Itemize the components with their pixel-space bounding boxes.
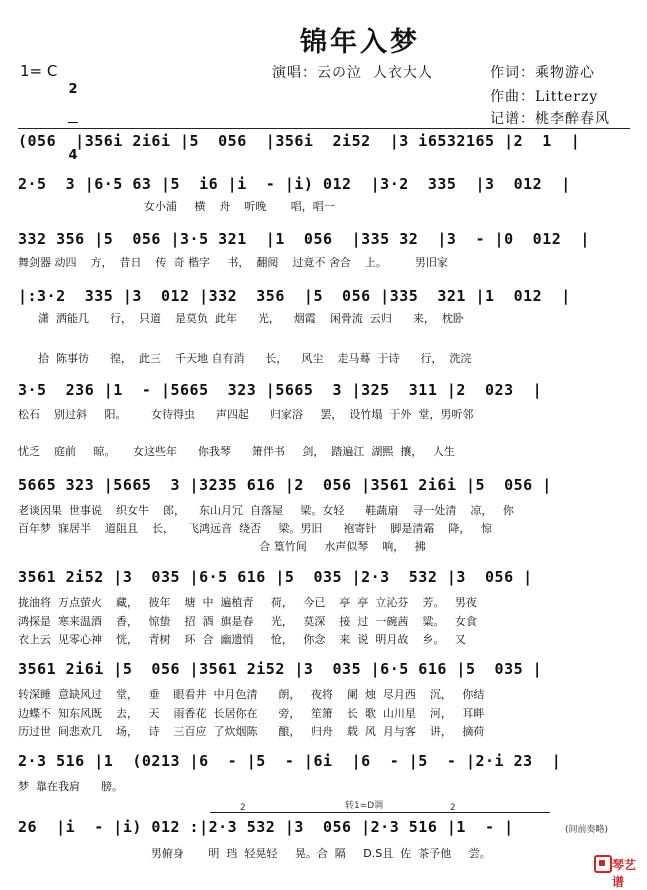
brand-logo-icon bbox=[594, 855, 612, 873]
score-line-5-lyrics-verse-1: 松石 别过斜 阳。 女待得虫 声四起 归家浴 罢， 设竹塌 于外 堂，男听邻 bbox=[18, 408, 474, 421]
score-line-3-lyrics: 舞剑器 动四 方， 昔日 传 奇 楷字 书， 翻阅 过竟不 舍合 上。 男旧家 bbox=[18, 256, 448, 269]
score-line-8-lyrics-verse-1: 转深睡 意缺风过 堂， 垂 眼看井 中月色清 朗， 夜将 阑 烛 尽月西 沉， 你结 bbox=[18, 688, 485, 701]
score-line-2-notes: 2·5 3 |6·5 63 |5 i6 |i - |i) 012 |3·2 335 |3 012 | bbox=[18, 175, 571, 193]
lyricist: 作词：乘物游心 bbox=[490, 65, 595, 81]
interlude-omitted-note: (间前奏略) bbox=[565, 825, 609, 835]
score-line-2-lyrics: 女小浦 横 舟 听晚 唱，唱一 bbox=[18, 200, 335, 213]
score-line-9-notes: 2·3 516 |1 (0213 |6 - |5 - |6i |6 - |5 - |2·i 23 | bbox=[18, 752, 562, 770]
score-line-7-notes: 3561 2i52 |3 035 |6·5 616 |5 035 |2·3 532 |3 056 | bbox=[18, 568, 533, 586]
score-line-7-lyrics-verse-1: 拢油将 万点萤火 藏， 彼年 塘 中 遍植青 荷， 今已 亭 亭 立沁芬 芳。 男夜 bbox=[18, 596, 477, 609]
score-line-6-lyrics-verse-1: 老谈因果 世事说 织女牛 郎， 东山月冗 自落屋 梁。女轻 鞋蔬扇 寻一处清 凉， 你 bbox=[18, 504, 514, 517]
volta-bracket-line bbox=[210, 812, 550, 813]
score-line-1-notes: (056 |356i 2i6i |5 056 |356i 2i52 |3 i6532165 |2 1 | bbox=[18, 132, 581, 150]
score-line-6-lyrics-verse-2: 百年梦 寐居半 道阻且 长， 飞鸿远音 绕否 梁。男旧 袍寄针 脚是清霜 降， 惊 bbox=[18, 522, 492, 535]
score-line-8-notes: 3561 2i6i |5 056 |3561 2i52 |3 035 |6·5 616 |5 035 | bbox=[18, 660, 543, 678]
score-line-5-lyrics-verse-2: 忧乏 庭前 晾。 女这些年 你我琴 箫伴书 剑， 踏遍江 湖熙 攘， 人生 bbox=[18, 445, 455, 458]
staff-rule bbox=[18, 128, 630, 129]
score-line-6-lyrics-verse-3: 合 篁竹间 水声似琴 响， 拂 bbox=[18, 540, 426, 553]
time-signature bbox=[67, 57, 79, 175]
score-line-6-notes: 5665 323 |5665 3 |3235 616 |2 056 |3561 2i6i |5 056 | bbox=[18, 476, 552, 494]
score-line-3-notes: 332 356 |5 056 |3·5 321 |1 056 |335 32 |3 - |0 012 | bbox=[18, 230, 590, 248]
volta-ending-2: 2 bbox=[240, 803, 246, 813]
score-line-5-notes: 3·5 236 |1 - |5665 323 |5665 3 |325 311 |2 023 | bbox=[18, 381, 543, 399]
score-line-8-lyrics-verse-2: 边蝶不 知东风既 去， 天 雨香花 长居你在 旁， 笙箫 长 歌 山川星 河， 耳畔 bbox=[18, 707, 485, 720]
brand-name: 琴艺谱 bbox=[612, 858, 637, 889]
composer: 作曲：Litterzy bbox=[490, 89, 599, 105]
score-line-4-lyrics-verse-1: 潇 洒能几 行， 只道 是莫负 此年 光， 烟霞 闲骨流 云归 来， 枕卧 bbox=[38, 312, 464, 325]
score-line-4-notes: |:3·2 335 |3 012 |332 356 |5 056 |335 321 |1 012 | bbox=[18, 287, 571, 305]
score-line-10-lyrics: 男俯身 明 珰 轻晃轻 晃。合 隔 D.S且 佐 茶予他 尝。 bbox=[18, 847, 491, 860]
singers: 演唱：云の泣 人衣大人 bbox=[272, 65, 433, 81]
score-line-7-lyrics-verse-3: 衣上云 见零心神 恍， 青树 环 合 幽遗悄 怆， 你念 来 说 明月故 乡。 又 bbox=[18, 633, 466, 646]
score-line-9-lyrics: 梦 靠在我肩 膀。 bbox=[18, 780, 123, 793]
key-signature: 1= C bbox=[20, 62, 58, 80]
score-line-10-notes: 26 |i - |i) 012 :|2·3 532 |3 056 |2·3 516 |1 - | bbox=[18, 818, 514, 836]
time-signature-top: 2 bbox=[68, 82, 78, 97]
score-line-4-lyrics-verse-2: 拾 陈事彷 徨， 此三 千天地 自有消 长， 风尘 走马蓦 于诗 行， 洗浣 bbox=[38, 352, 472, 365]
transcriber: 记谱：桃李醉春风 bbox=[490, 111, 610, 127]
song-title: 锦年入梦 bbox=[300, 27, 420, 58]
time-signature-bottom: 4 bbox=[68, 148, 78, 163]
score-line-7-lyrics-verse-2: 鸿探是 寒来温酒 香， 惊蛰 招 酒 旗是春 光， 莫深 接 过 一碗茜 粱。 女食 bbox=[18, 615, 477, 628]
volta-ending-2b: 2 bbox=[450, 803, 456, 813]
score-line-8-lyrics-verse-3: 历过世 间悲欢几 场， 诗 三百应 了炊烟陈 酿， 归舟 载 风 月与客 讲， 摘荷 bbox=[18, 725, 485, 738]
key-change-marking: 转1=D调 bbox=[345, 801, 384, 811]
